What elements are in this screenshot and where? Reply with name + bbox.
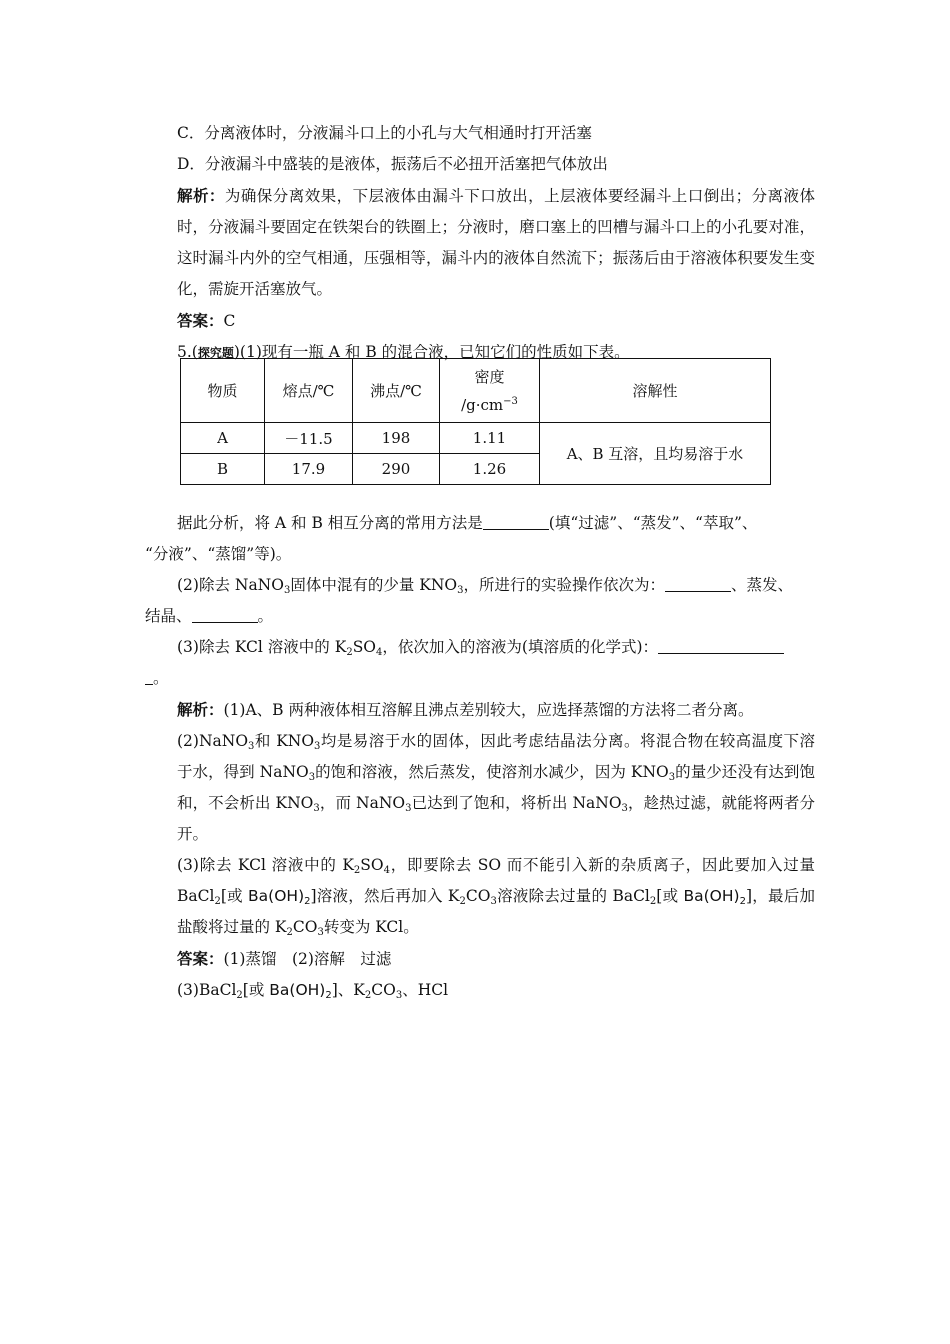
- header-substance: 物质: [181, 359, 265, 423]
- answer-blank: [658, 637, 784, 654]
- q5-part3-text: ，依次加入的溶液为(填溶质的化学式)：: [382, 638, 658, 656]
- subscript: 4: [376, 647, 383, 658]
- analysis-text: 的量少还没有达到饱和，不会析出 KNO: [177, 763, 815, 812]
- answer-5-line1: [145, 943, 815, 975]
- analysis-text: ，即要除去 SO 而不能引入新的杂质离子，因此要加入过量 BaCl: [177, 856, 815, 905]
- q5-part1-line1: [145, 508, 815, 539]
- density-unit: [440, 391, 539, 419]
- q5-part1-text: 据此分析，将 A 和 B 相互分离的常用方法是: [177, 514, 483, 532]
- answer-4-text: C: [223, 312, 236, 330]
- cell-melting: －11.5: [265, 423, 353, 454]
- analysis-label: 解析：: [177, 700, 224, 719]
- analysis-text: ]溶液，然后再加入 K: [310, 887, 460, 905]
- q5-part2-line2: [145, 601, 815, 632]
- answer-blank: [665, 575, 731, 592]
- analysis-text: 和 KNO: [254, 732, 315, 750]
- q5-part3-text: SO: [352, 638, 377, 656]
- question-number: 5.(: [177, 343, 198, 361]
- formula-text: Ba(OH): [683, 887, 740, 905]
- analysis-label: 解析：: [177, 186, 225, 205]
- q5-part2-text: 结晶、: [145, 607, 192, 625]
- answer-5-text: (1)蒸馏 (2)溶解 过滤: [223, 950, 392, 968]
- subscript: 2: [286, 927, 293, 938]
- answer-text: [或: [242, 981, 270, 999]
- formula-text: Ba(OH): [248, 887, 305, 905]
- subscript: 2: [325, 990, 332, 1001]
- cell-density: 1.26: [440, 454, 540, 485]
- analysis-5-text: (1)A、B 两种液体相互溶解且沸点差别较大，应选择蒸馏的方法将二者分离。: [223, 701, 754, 719]
- question-tag: 探究题: [197, 346, 234, 360]
- subscript: 3: [283, 585, 291, 596]
- header-density: [440, 359, 540, 423]
- subscript: 2: [739, 896, 746, 907]
- answer-5-line2: [145, 975, 815, 1006]
- analysis-text: SO: [360, 856, 384, 874]
- answer-blank: [483, 513, 549, 530]
- q5-part3-text: 。: [153, 669, 169, 687]
- cell-substance: B: [181, 454, 265, 485]
- question-continuation: [145, 118, 815, 369]
- answer-text: CO: [371, 981, 396, 999]
- subscript: 2: [304, 896, 311, 907]
- answer-label: 答案：: [177, 949, 224, 968]
- analysis-4-text: 为确保分离效果，下层液体由漏斗下口放出，上层液体要经漏斗上口倒出；分离液体时，分液漏斗要固定在铁架台的铁圈上；分液时，磨口塞上的凹槽与漏斗口上的小孔要对准，这时漏斗内外的空气相通，压强相等，漏斗内的液体自然流下；振荡后由于溶液体积要发生变化，需旋开活塞放气。: [177, 187, 815, 298]
- header-melting-point: 熔点/℃: [265, 359, 353, 423]
- analysis-text: 均是易溶于水的固体，因此考虑结晶法分离。将混合物在较高温度下溶于水，得到 NaNO: [177, 732, 815, 781]
- option-c: C．分离液体时，分液漏斗口上的小孔与大气相通时打开活塞: [177, 124, 592, 142]
- analysis-text: (2)NaNO: [177, 732, 249, 750]
- subscript: 3: [313, 803, 320, 814]
- cell-substance: A: [181, 423, 265, 454]
- analysis-text: CO: [465, 887, 491, 905]
- subscript: 3: [457, 585, 464, 596]
- table-header-row: [181, 359, 771, 423]
- subscript: 2: [236, 990, 243, 1001]
- subscript: 2: [353, 865, 361, 876]
- analysis-5-part3: [145, 850, 815, 943]
- subscript: 3: [490, 896, 497, 907]
- subscript: 3: [248, 741, 255, 752]
- subscript: 3: [405, 803, 412, 814]
- q5-part2-text: 。: [257, 607, 274, 625]
- q5-part2-text: 、蒸发、: [731, 576, 794, 594]
- subscript: 2: [364, 990, 372, 1001]
- answer-label: 答案：: [177, 311, 224, 330]
- subscript: 2: [214, 896, 221, 907]
- density-unit-exponent: −3: [503, 395, 518, 407]
- q5-part2-text: ，所进行的实验操作依次为：: [463, 576, 666, 594]
- subscript: 2: [649, 896, 657, 907]
- answer-blank: [192, 606, 258, 623]
- cell-density: 1.11: [440, 423, 540, 454]
- formula-text: Ba(OH): [269, 981, 326, 999]
- q5-part3-text: (3)除去 KCl 溶液中的 K: [177, 638, 347, 656]
- cell-melting: 17.9: [265, 454, 353, 485]
- analysis-text: ，而 NaNO: [319, 794, 406, 812]
- subscript: 3: [668, 772, 676, 783]
- cell-solubility: A、B 互溶，且均易溶于水: [540, 423, 771, 485]
- subscript: 3: [621, 803, 628, 814]
- question-5-body: [145, 508, 815, 1006]
- analysis-text: ，趁热过滤，就能将两者分开。: [177, 794, 815, 843]
- density-label: 密度: [474, 367, 505, 386]
- answer-text: 、HCl: [402, 981, 449, 999]
- header-solubility: 溶解性: [540, 359, 771, 423]
- option-d: D．分液漏斗中盛装的是液体，振荡后不必扭开活塞把气体放出: [177, 155, 608, 173]
- density-unit-text: /g·cm: [461, 395, 504, 414]
- analysis-text: 的饱和溶液，然后蒸发，使溶剂水减少，因为 KNO: [315, 763, 669, 781]
- q5-part2-line1: [145, 570, 815, 601]
- header-boiling-point: 沸点/℃: [353, 359, 440, 423]
- analysis-text: ]，最后加盐酸将过量的 K: [177, 887, 815, 936]
- answer-4: [145, 305, 815, 337]
- cell-boiling: 198: [353, 423, 440, 454]
- subscript: 3: [314, 741, 321, 752]
- analysis-text: 溶液除去过量的 BaCl: [496, 887, 650, 905]
- subscript: 3: [395, 990, 403, 1001]
- analysis-5-part1: [145, 694, 815, 726]
- analysis-text: [或: [220, 887, 249, 905]
- subscript: 3: [308, 772, 316, 783]
- analysis-4: [145, 180, 815, 305]
- subscript: 2: [459, 896, 466, 907]
- q5-part2-text: 固体中混有的少量 KNO: [290, 576, 458, 594]
- table-row: [181, 423, 771, 454]
- subscript: 4: [383, 865, 390, 876]
- q5-part3-line2: [145, 663, 815, 694]
- cell-boiling: 290: [353, 454, 440, 485]
- answer-blank: [145, 668, 153, 685]
- subscript: 2: [346, 647, 353, 658]
- answer-text: ]、K: [331, 981, 365, 999]
- properties-table: [180, 358, 771, 485]
- analysis-text: [或: [656, 887, 684, 905]
- question-5-text: )(1)现有一瓶 A 和 B 的混合液，已知它们的性质如下表。: [233, 343, 630, 361]
- q5-part2-text: (2)除去 NaNO: [177, 576, 284, 594]
- q5-part1-options: (填“过滤”、“蒸发”、“萃取”、: [548, 514, 758, 532]
- analysis-text: 已达到了饱和，将析出 NaNO: [411, 794, 622, 812]
- analysis-text: 转变为 KCl。: [323, 918, 419, 936]
- analysis-text: (3)除去 KCl 溶液中的 K: [177, 856, 354, 874]
- analysis-text: CO: [292, 918, 318, 936]
- answer-text: (3)BaCl: [177, 981, 237, 999]
- q5-part1-line2: “分液”、“蒸馏”等)。: [145, 545, 292, 563]
- q5-part3-line1: [145, 632, 815, 663]
- analysis-5-part2: [145, 726, 815, 850]
- subscript: 3: [317, 927, 324, 938]
